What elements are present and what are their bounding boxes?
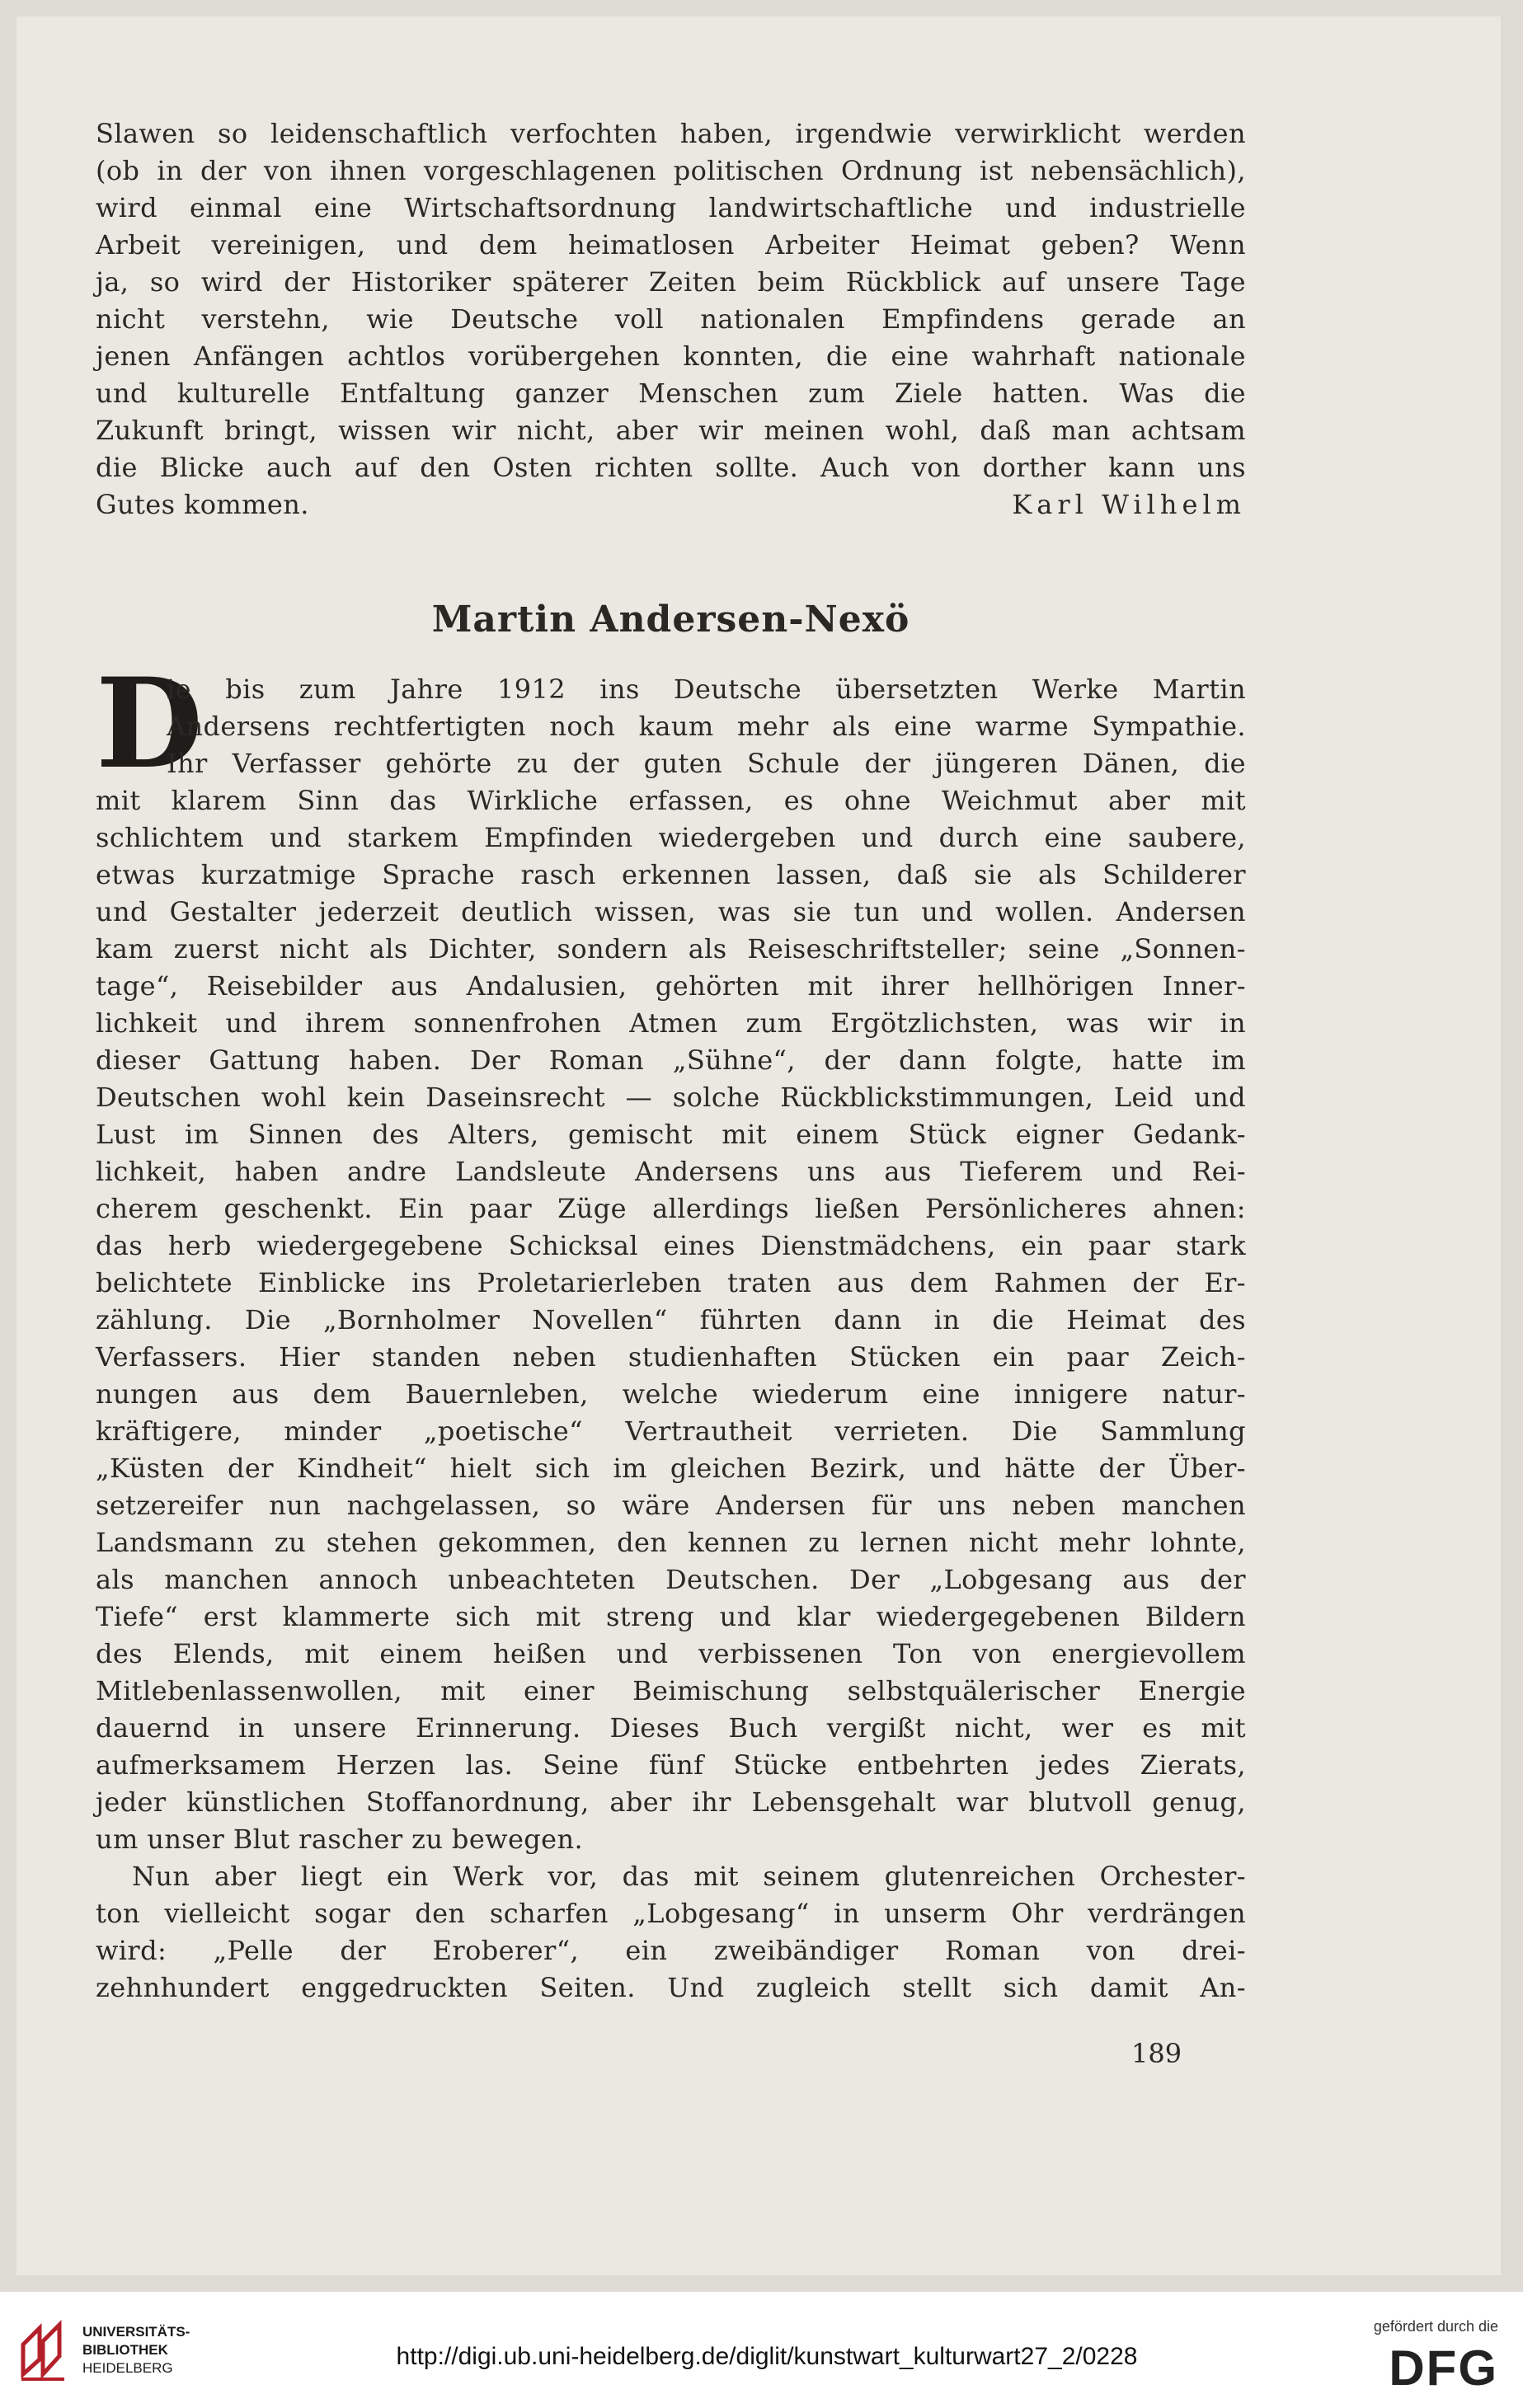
text-line: und kulturelle Entfaltung ganzer Menschen zum Ziele hatten. Was die — [96, 378, 1246, 409]
text-line: kam zuerst nicht als Dichter, sondern als Reiseschriftsteller; seine „Sonnen- — [96, 933, 1246, 965]
text-line: die Blicke auch auf den Osten richten sollte. Auch von dorther kann uns — [96, 452, 1246, 483]
funded-by-text: gefördert durch die — [1373, 2318, 1498, 2335]
text-line: Deutschen wohl kein Daseinsrecht — solche Rückblickstimmungen, Leid und — [96, 1082, 1246, 1113]
library-name — [82, 2323, 190, 2377]
text-line: nicht verstehn, wie Deutsche voll nationalen Empfindens gerade an — [96, 303, 1246, 335]
text-line: „Küsten der Kindheit“ hielt sich im gleichen Bezirk, und hätte der Über- — [96, 1453, 1246, 1484]
permalink-url[interactable]: http://digi.ub.uni-heidelberg.de/diglit/kunstwart_kulturwart27_2/0228 — [396, 2343, 1138, 2370]
text-line: das herb wiedergegebene Schicksal eines Dienstmädchens, ein paar stark — [96, 1230, 1246, 1261]
article-body — [96, 671, 1246, 2007]
text-line: Arbeit vereinigen, und dem heimatlosen Arbeiter Heimat geben? Wenn — [96, 229, 1246, 261]
text-line: wird: „Pelle der Eroberer“, ein zweibändiger Roman von drei- — [96, 1935, 1246, 1966]
text-line: dieser Gattung haben. Der Roman „Sühne“, der dann folgte, hatte im — [96, 1044, 1246, 1076]
viewer-footer — [0, 2292, 1523, 2408]
text-line: Tiefe“ erst klammerte sich mit streng und klar wiedergegebenen Bildern — [96, 1601, 1246, 1632]
text-line: ton vielleicht sogar den scharfen „Lobgesang“ in unserm Ohr verdrängen — [96, 1898, 1246, 1929]
text-line: Ihr Verfasser gehörte zu der guten Schule der jüngeren Dänen, die — [167, 748, 1246, 779]
text-line: ja, so wird der Historiker späterer Zeiten beim Rückblick auf unsere Tage — [96, 266, 1246, 298]
text-line: kräftigere, minder „poetische“ Vertrautheit verrieten. Die Sammlung — [96, 1415, 1246, 1447]
text-line: zählung. Die „Bornholmer Novellen“ führten dann in die Heimat des — [96, 1304, 1246, 1335]
text-line: jeder künstlichen Stoffanordnung, aber ihr Lebensgehalt war blutvoll genug, — [96, 1786, 1246, 1818]
text-line: um unser Blut rascher zu bewegen. — [96, 1824, 584, 1855]
text-line: Slawen so leidenschaftlich verfochten haben, irgendwie verwirklicht werden — [96, 118, 1246, 149]
text-line: cherem geschenkt. Ein paar Züge allerdings ließen Persönlicheres ahnen: — [96, 1193, 1246, 1224]
text-line: Verfassers. Hier standen neben studienhaften Stücken ein paar Zeich- — [96, 1341, 1246, 1373]
text-line: nungen aus dem Bauernleben, welche wiederum eine innigere natur- — [96, 1378, 1246, 1410]
text-line: dauernd in unsere Erinnerung. Dieses Buch vergißt nicht, wer es mit — [96, 1712, 1246, 1744]
text-line: lichkeit und ihrem sonnenfrohen Atmen zum Ergötzlichsten, was wir in — [96, 1007, 1246, 1039]
university-library-logo-icon — [18, 2316, 69, 2382]
text-line: lichkeit, haben andre Landsleute Andersens uns aus Tieferem und Rei- — [96, 1156, 1246, 1187]
text-line: Mitlebenlassenwollen, mit einer Beimischung selbstquälerischer Energie — [96, 1675, 1246, 1706]
text-line: Andersens rechtfertigten noch kaum mehr als eine warme Sympathie. — [167, 711, 1246, 742]
text-line: des Elends, mit einem heißen und verbissenen Ton von energievollem — [96, 1638, 1246, 1669]
text-line: jenen Anfängen achtlos vorübergehen konnten, die eine wahrhaft nationale — [96, 340, 1246, 372]
text-line: setzereifer nun nachgelassen, so wäre Andersen für uns neben manchen — [96, 1490, 1246, 1521]
text-line: Nun aber liegt ein Werk vor, das mit seinem glutenreichen Orchester- — [132, 1861, 1246, 1892]
document-page — [16, 16, 1501, 2275]
author-signature: Karl Wilhelm — [1012, 489, 1246, 520]
text-line: mit klarem Sinn das Wirkliche erfassen, es ohne Weichmut aber mit — [96, 785, 1246, 816]
text-line: (ob in der von ihnen vorgeschlagenen politischen Ordnung ist nebensächlich), — [96, 155, 1246, 186]
library-name-line: UNIVERSITÄTS- — [82, 2324, 190, 2340]
closing-line — [96, 486, 1246, 523]
text-line: ie bis zum Jahre 1912 ins Deutsche übersetzten Werke Martin — [167, 674, 1246, 705]
library-name-line: BIBLIOTHEK — [82, 2342, 168, 2358]
text-line: als manchen annoch unbeachteten Deutschen. Der „Lobgesang aus der — [96, 1564, 1246, 1595]
text-line: Zukunft bringt, wissen wir nicht, aber wir meinen wohl, daß man achtsam — [96, 415, 1246, 446]
library-name-line: HEIDELBERG — [82, 2360, 173, 2376]
text-line: zehnhundert enggedruckten Seiten. Und zugleich stellt sich damit An- — [96, 1972, 1246, 2003]
text-line: aufmerksamem Herzen las. Seine fünf Stücke entbehrten jedes Zierats, — [96, 1749, 1246, 1781]
text-line: und Gestalter jederzeit deutlich wissen, was sie tun und wollen. Andersen — [96, 896, 1246, 927]
text-line: Lust im Sinnen des Alters, gemischt mit einem Stück eigner Gedank- — [96, 1119, 1246, 1150]
paragraph-top — [96, 115, 1246, 523]
closing-text: Gutes kommen. — [96, 489, 309, 520]
text-line: etwas kurzatmige Sprache rasch erkennen lassen, daß sie als Schilderer — [96, 859, 1246, 890]
page-number: 189 — [1131, 2038, 1182, 2069]
drop-cap: D — [96, 651, 204, 796]
text-line: schlichtem und starkem Empfinden wiedergeben und durch eine saubere, — [96, 822, 1246, 853]
text-line: wird einmal eine Wirtschaftsordnung landwirtschaftliche und industrielle — [96, 192, 1246, 223]
text-line: Landsmann zu stehen gekommen, den kennen zu lernen nicht mehr lohnte, — [96, 1527, 1246, 1558]
text-line: tage“, Reisebilder aus Andalusien, gehörten mit ihrer hellhörigen Inner- — [96, 970, 1246, 1002]
text-line: belichtete Einblicke ins Proletarierleben traten aus dem Rahmen der Er- — [96, 1267, 1246, 1298]
article-title: Martin Andersen-Nexö — [431, 598, 910, 641]
dfg-logo: DFG — [1389, 2340, 1498, 2396]
